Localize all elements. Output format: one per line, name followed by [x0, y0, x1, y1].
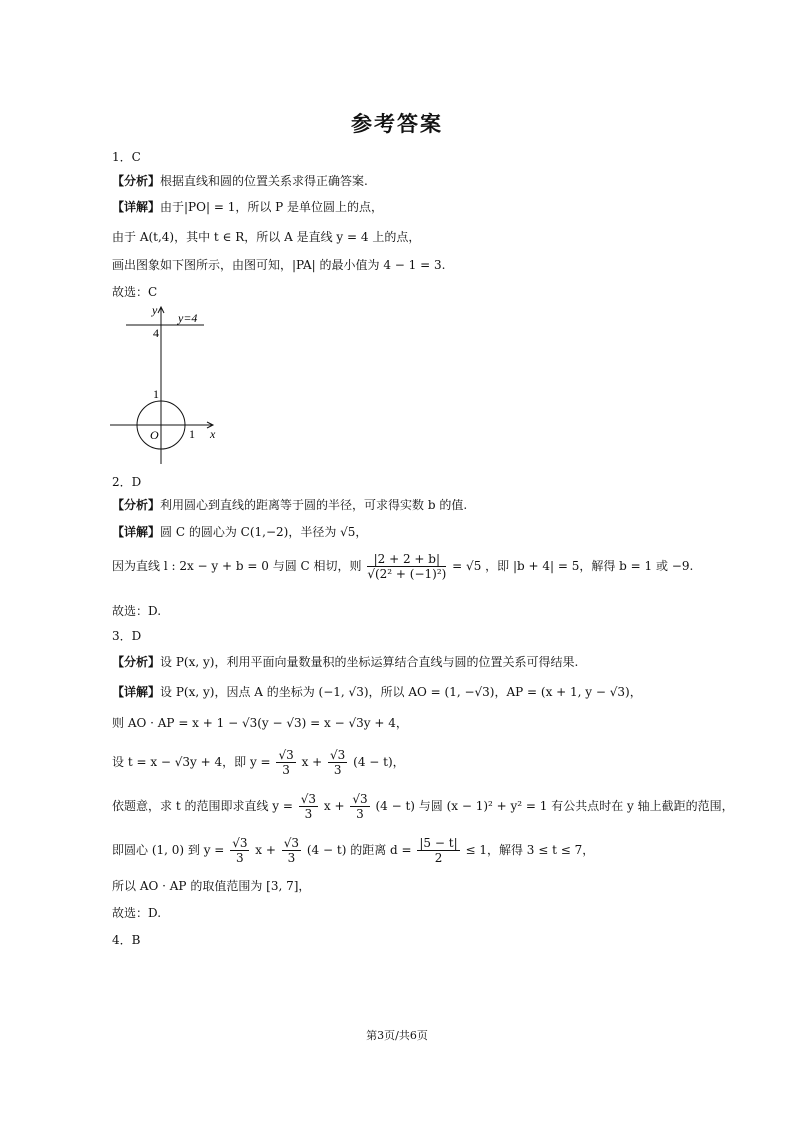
q3-line5-mid2: (4 − t) 的距离 d =	[306, 843, 412, 857]
q3-line5-post: ≤ 1，解得 3 ≤ t ≤ 7，	[465, 843, 595, 857]
q1-figure	[104, 300, 228, 470]
q3-line3-pre: 设 t = x − √3y + 4，即 y =	[112, 755, 271, 769]
q1-detail-line2: 由于 A(t,4)，其中 t ∈ R，所以 A 是直线 y = 4 上的点，	[112, 230, 421, 244]
q1-detail-tag: 【详解】	[112, 200, 161, 214]
q3-head: 3．D	[112, 629, 142, 643]
q3-analysis	[112, 654, 578, 670]
frac-den: 3	[304, 807, 313, 821]
q2-head: 2．D	[112, 475, 142, 489]
q1-analysis-tag: 【分析】	[112, 174, 161, 188]
q3-line5-pre: 即圆心 (1, 0) 到 y =	[112, 843, 225, 857]
q3-line5-frac1	[230, 836, 249, 865]
q1-detail-line1	[112, 199, 383, 215]
q1-analysis	[112, 173, 368, 189]
q2-detail-line2	[112, 552, 693, 581]
q3-line3-post: (4 − t)，	[353, 755, 405, 769]
tick-1-x: 1	[189, 427, 195, 441]
q2-analysis-text: 利用圆心到直线的距离等于圆的半径，可求得实数 b 的值.	[160, 498, 468, 512]
q3-line4-pre: 依题意，求 t 的范围即求直线 y =	[112, 799, 293, 813]
q3-detail-line5	[112, 836, 594, 865]
frac-num: √3	[352, 792, 368, 806]
q2-line2-post: = √5 ，即 |b + 4| = 5，解得 b = 1 或 −9.	[452, 559, 694, 573]
q2-frac-den: √(2² + (−1)²)	[367, 567, 447, 581]
q3-line3-mid: x +	[301, 755, 323, 769]
frac-num: √3	[283, 836, 300, 850]
q1-detail-line3: 画出图象如下图所示，由图可知，|PA| 的最小值为 4 − 1 = 3.	[112, 258, 446, 272]
frac-den: 3	[282, 763, 290, 777]
q2-analysis-tag: 【分析】	[112, 498, 161, 512]
q3-line4-frac2	[350, 792, 369, 821]
q1-choice: 故选：C	[112, 285, 158, 299]
page-title: 参考答案	[351, 112, 443, 136]
q1-analysis-text: 根据直线和圆的位置关系求得正确答案.	[160, 174, 368, 188]
frac-den: 3	[236, 851, 244, 865]
q3-detail-line3	[112, 748, 405, 777]
frac-num: √3	[232, 836, 248, 850]
q3-detail-line2: 则 AO · AP = x + 1 − √3(y − √3) = x − √3y + 4，	[112, 716, 408, 730]
frac-num: √3	[300, 792, 317, 806]
frac-num: √3	[278, 748, 294, 762]
frac-num: √3	[330, 748, 346, 762]
q3-line5-mid: x +	[255, 843, 276, 857]
y-axis-label: y	[152, 303, 158, 317]
frac-den: 3	[333, 763, 342, 777]
q3-line4-mid: x +	[323, 799, 345, 813]
q2-line2-pre: 因为直线 l : 2x − y + b = 0 与圆 C 相切，则	[112, 559, 362, 573]
q3-detail-line1	[112, 684, 642, 700]
page-footer: 第3页/共6页	[366, 1029, 428, 1042]
q3-detail-line6: 所以 AO · AP 的取值范围为 [3, 7]，	[112, 879, 311, 893]
q3-detail-tag: 【详解】	[112, 685, 161, 699]
q1-detail-text: 由于|PO| = 1，所以 P 是单位圆上的点，	[160, 200, 384, 214]
q2-fraction	[367, 552, 446, 581]
tick-1-y: 1	[153, 387, 159, 401]
origin-label: O	[150, 428, 159, 442]
frac-den: 2	[434, 851, 443, 865]
q3-line3-frac1	[276, 748, 295, 777]
line-label: y=4	[178, 311, 198, 325]
q3-detail-line4	[112, 792, 734, 821]
frac-den: 3	[356, 807, 364, 821]
q3-line3-frac2	[328, 748, 347, 777]
q3-line5-frac2	[282, 836, 301, 865]
q2-detail-text: 圆 C 的圆心为 C(1,−2)，半径为 √5，	[160, 525, 368, 539]
frac-num: |5 − t|	[419, 836, 458, 850]
q3-analysis-tag: 【分析】	[112, 655, 161, 669]
q3-line5-frac3	[417, 836, 459, 865]
q2-choice: 故选：D.	[112, 604, 162, 618]
q2-detail-tag: 【详解】	[112, 525, 161, 539]
q2-detail-line1	[112, 524, 367, 540]
q3-analysis-text: 设 P(x, y)，利用平面向量数量积的坐标运算结合直线与圆的位置关系可得结果.	[160, 655, 579, 669]
q3-line4-frac1	[299, 792, 318, 821]
q3-line4-post: (4 − t) 与圆 (x − 1)² + y² = 1 有公共点时在 y 轴上截距的范围，	[375, 799, 734, 813]
tick-4: 4	[153, 326, 159, 340]
q3-detail-text: 设 P(x, y)，因点 A 的坐标为 (−1, √3)，所以 AO = (1, −√3)，AP = (x + 1, y − √3)，	[160, 685, 642, 699]
q1-head: 1．C	[112, 150, 141, 164]
q2-frac-num: |2 + 2 + b|	[367, 552, 446, 567]
q4-head: 4．B	[112, 933, 141, 947]
q3-choice: 故选：D.	[112, 906, 162, 920]
x-axis-label: x	[210, 427, 216, 441]
q2-analysis	[112, 497, 467, 513]
frac-den: 3	[287, 851, 296, 865]
